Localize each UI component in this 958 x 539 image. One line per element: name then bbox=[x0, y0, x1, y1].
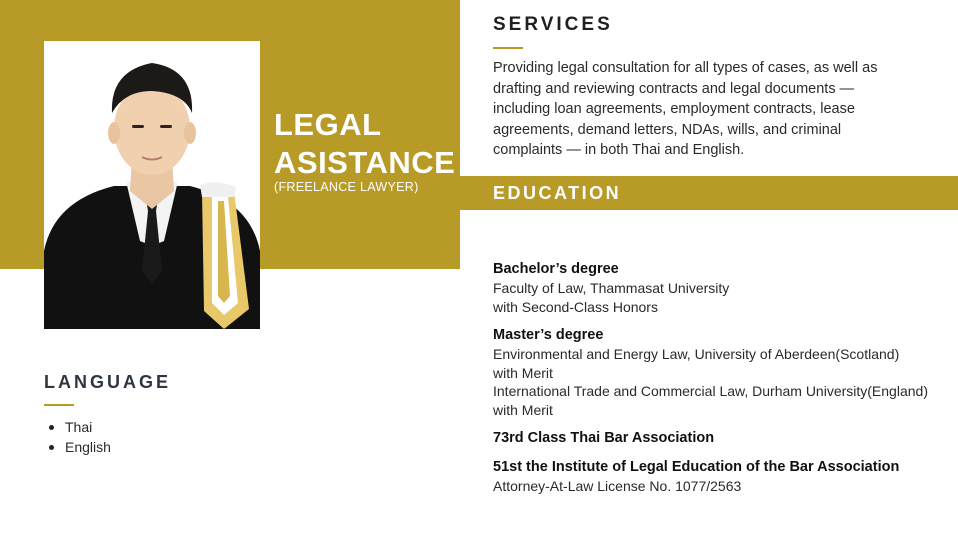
education-band bbox=[460, 176, 958, 210]
language-item-english bbox=[49, 437, 111, 457]
master-line-1: Environmental and Energy Law, University of Aberdeen(Scotland) bbox=[493, 346, 900, 362]
bachelor-line-1: Faculty of Law, Thammasat University bbox=[493, 280, 730, 296]
profile-photo bbox=[44, 41, 260, 329]
language-list bbox=[49, 417, 111, 457]
language-item-thai bbox=[49, 417, 111, 437]
education-heading: EDUCATION bbox=[493, 183, 622, 203]
license-number: Attorney-At-Law License No. 1077/2563 bbox=[493, 478, 742, 494]
bullet-icon bbox=[49, 445, 54, 450]
language-heading: LANGUAGE bbox=[44, 372, 171, 392]
lawyer-portrait-illustration bbox=[44, 41, 260, 329]
master-line-4: with Merit bbox=[493, 401, 553, 418]
master-line-3: International Trade and Commercial Law, Durham University(England) bbox=[493, 383, 928, 399]
subtitle: (FREELANCE LAWYER) bbox=[274, 180, 419, 194]
services-underline bbox=[493, 47, 523, 49]
title-line-legal: LEGAL bbox=[274, 107, 382, 142]
master-degree-title: Master’s degree bbox=[493, 327, 604, 343]
bar-association-title: 73rd Class Thai Bar Association bbox=[493, 430, 715, 446]
language-label: Thai bbox=[65, 419, 93, 435]
education-list bbox=[493, 260, 953, 496]
title-line-asistance: ASISTANCE bbox=[274, 145, 456, 180]
language-underline bbox=[44, 404, 74, 406]
master-line-2: with Merit bbox=[493, 364, 553, 381]
bullet-icon bbox=[49, 425, 54, 430]
bachelor-degree-title: Bachelor’s degree bbox=[493, 261, 619, 277]
services-heading: SERVICES bbox=[493, 14, 613, 35]
services-description: Providing legal consultation for all types of cases, as well as drafting and reviewing contracts and legal documents — including loan agreements, employment contracts, lease agreements, demand letters, NDAs, wills, and criminal complaints — in both Thai and English. bbox=[493, 60, 878, 158]
bachelor-line-2: with Second-Class Honors bbox=[493, 298, 658, 315]
language-label: English bbox=[65, 439, 111, 455]
institute-title: 51st the Institute of Legal Education of the Bar Association bbox=[493, 459, 900, 475]
